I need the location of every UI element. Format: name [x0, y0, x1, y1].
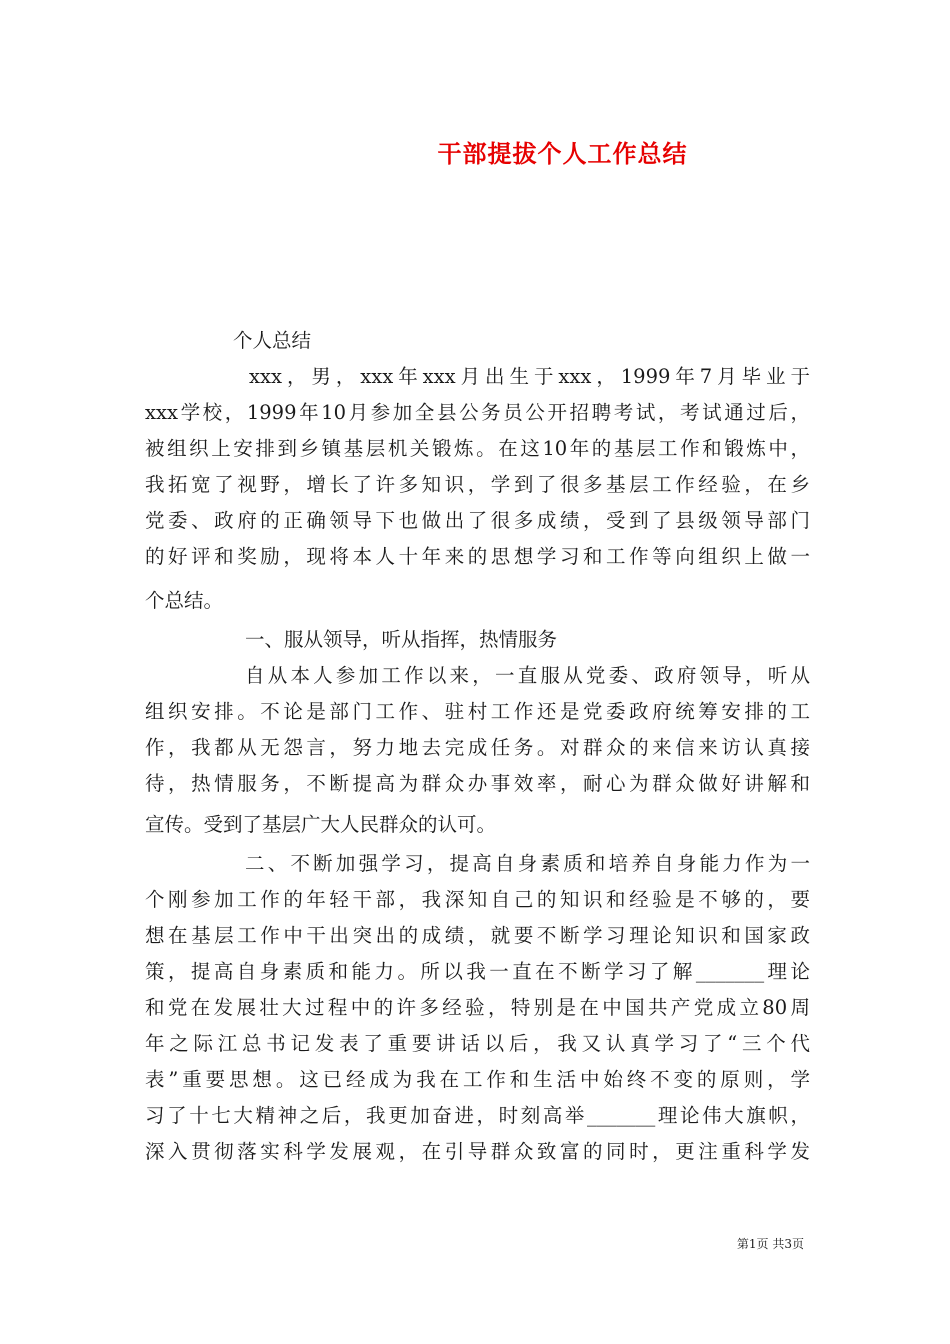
- paragraph-line: 宣传。受到了基层广大人民群众的认可。: [145, 813, 497, 836]
- paragraph-line: 我拓宽了视野，增长了许多知识，学到了很多基层工作经验，在乡: [145, 473, 810, 496]
- paragraph-line: 作，我都从无怨言，努力地去完成任务。对群众的来信来访认真接: [145, 736, 810, 759]
- section-heading: 一、服从领导，听从指挥，热情服务: [245, 628, 558, 651]
- paragraph-line: 自从本人参加工作以来，一直服从党委、政府领导，听从: [245, 664, 810, 687]
- paragraph-line: 和党在发展壮大过程中的许多经验，特别是在中国共产党成立80周: [145, 996, 810, 1019]
- paragraph-line: 组织安排。不论是部门工作、驻村工作还是党委政府统筹安排的工: [145, 700, 810, 723]
- paragraph-line: 策，提高自身素质和能力。所以我一直在不断学习了解_______理论: [145, 960, 810, 983]
- paragraph-line: xxx，男，xxx年xxx月出生于xxx，1999年7月毕业于: [249, 365, 810, 388]
- paragraph-line: 个总结。: [145, 589, 224, 612]
- paragraph-line: 习了十七大精神之后，我更加奋进，时刻高举_______理论伟大旗帜，: [145, 1104, 810, 1127]
- paragraph-line: 个刚参加工作的年轻干部，我深知自己的知识和经验是不够的，要: [145, 888, 810, 911]
- paragraph-line: 表”重要思想。这已经成为我在工作和生活中始终不变的原则，学: [145, 1068, 810, 1091]
- paragraph-line: 待，热情服务，不断提高为群众办事效率，耐心为群众做好讲解和: [145, 772, 810, 795]
- page-number-footer: 第1页 共3页: [736, 1237, 804, 1251]
- paragraph-line: 想在基层工作中干出突出的成绩，就要不断学习理论知识和国家政: [145, 924, 810, 947]
- paragraph-line: xxx学校，1999年10月参加全县公务员公开招聘考试，考试通过后，: [145, 401, 810, 424]
- paragraph-line: 深入贯彻落实科学发展观，在引导群众致富的同时，更注重科学发: [145, 1140, 810, 1163]
- paragraph-line: 的好评和奖励，现将本人十年来的思想学习和工作等向组织上做一: [145, 545, 810, 568]
- paragraph-line: 党委、政府的正确领导下也做出了很多成绩，受到了县级领导部门: [145, 509, 810, 532]
- paragraph-line: 年之际江总书记发表了重要讲话以后，我又认真学习了“三个代: [145, 1032, 810, 1055]
- section-heading: 二、不断加强学习，提高自身素质和培养自身能力作为一: [245, 852, 810, 875]
- paragraph-line: 被组织上安排到乡镇基层机关锻炼。在这10年的基层工作和锻炼中，: [145, 437, 810, 460]
- document-title: 干部提拔个人工作总结: [437, 139, 688, 168]
- section-label: 个人总结: [233, 329, 312, 352]
